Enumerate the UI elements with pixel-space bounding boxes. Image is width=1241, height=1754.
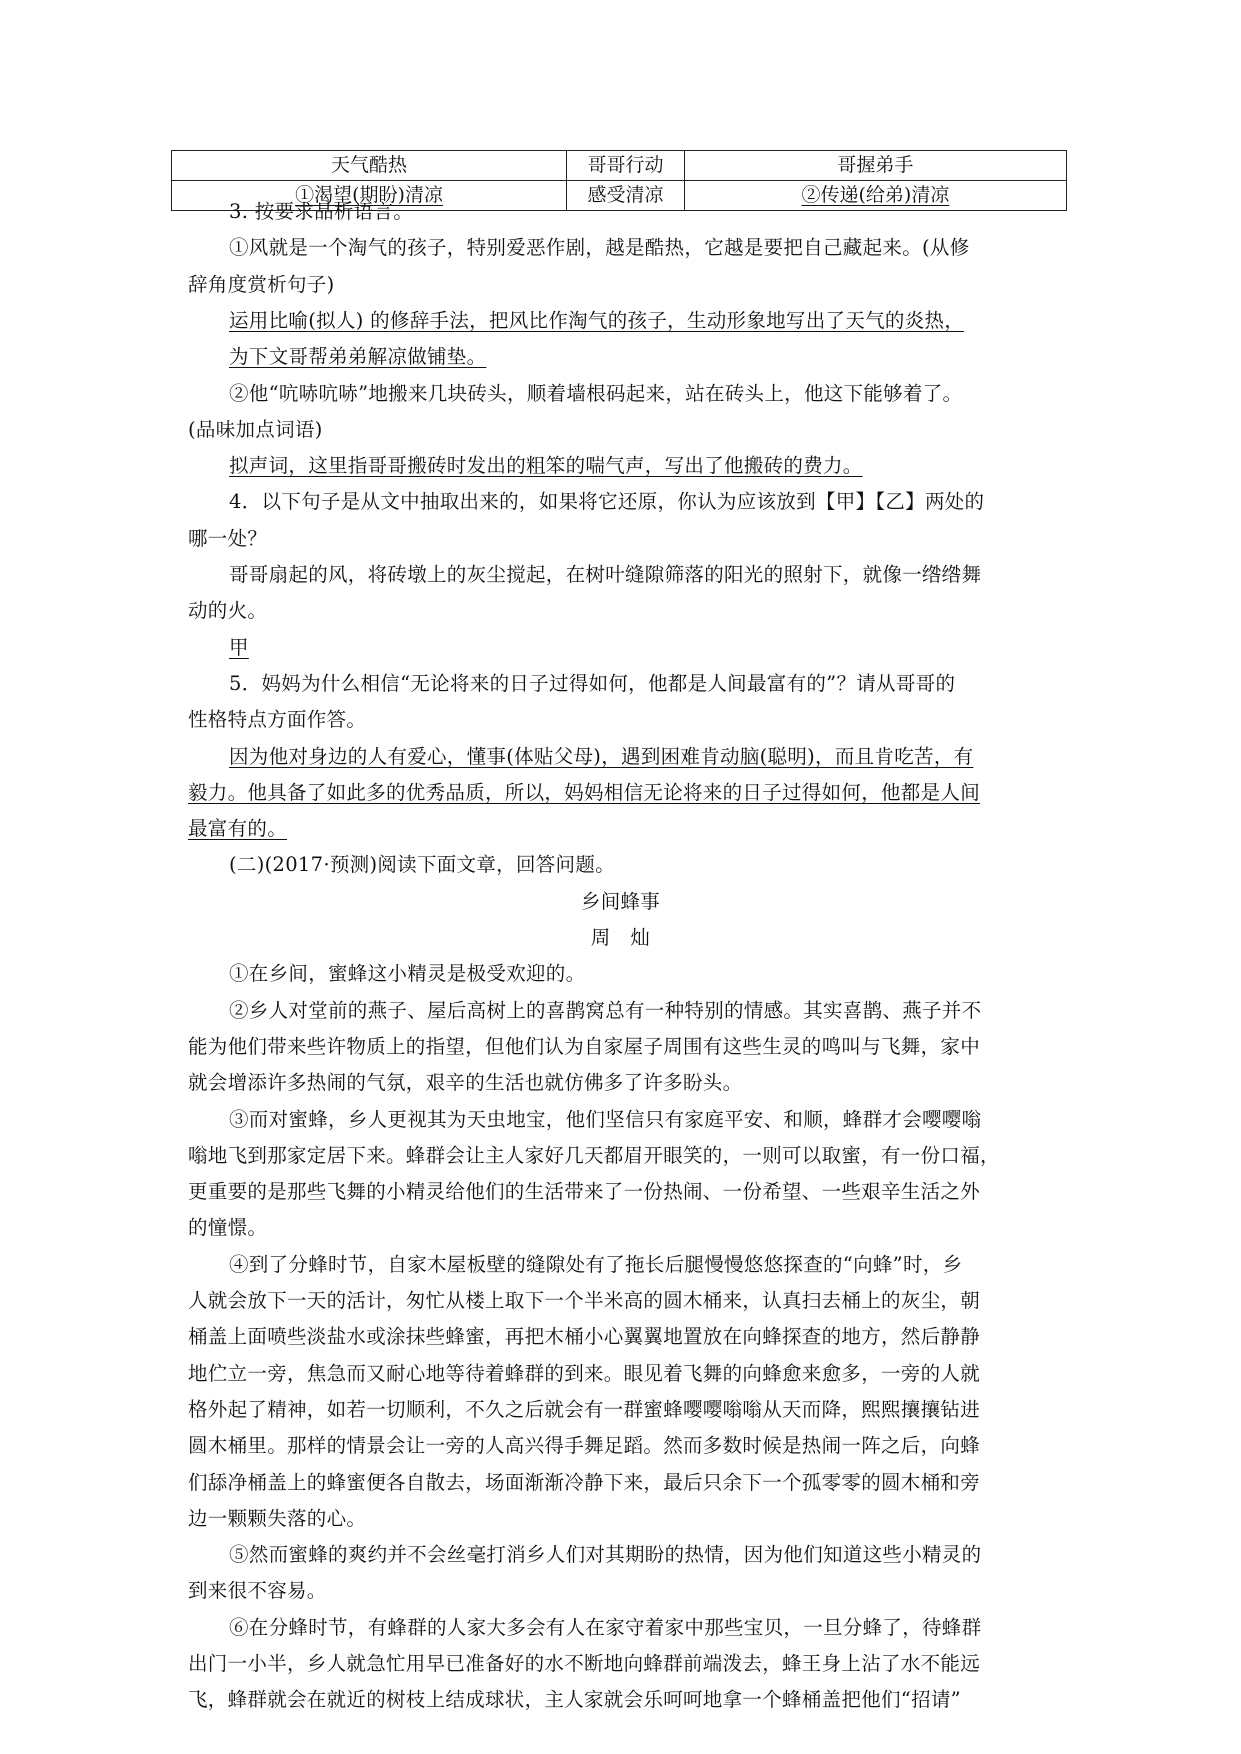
text-line [188, 1069, 1053, 1097]
line-text: 辞角度赏析句子) [188, 272, 335, 296]
line-text: 动的火。 [188, 599, 268, 623]
text-line [229, 488, 1053, 516]
text-line [229, 234, 1053, 262]
line-text: 为下文哥帮弟弟解凉做铺垫。 [229, 345, 487, 369]
table-cell-answer: ②传递(给弟)清凉 [684, 181, 1066, 211]
line-text: 乡间蜂事 [580, 889, 661, 913]
table-cell-answer: ①渴望(期盼)清凉 [172, 181, 567, 211]
line-text: (品味加点词语) [188, 417, 323, 441]
line-text: (二)(2017·预测)阅读下面文章，回答问题。 [229, 853, 615, 877]
table-cell: 哥哥行动 [567, 151, 685, 181]
line-text: 的憧憬。 [188, 1216, 268, 1240]
line-text: 们舔净桶盖上的蜂蜜便各自散去，场面渐渐冷静下来，最后只余下一个孤零零的圆木桶和旁 [188, 1470, 981, 1494]
text-line [229, 561, 1053, 589]
line-text: 哪一处？ [188, 526, 268, 550]
text-line [188, 706, 1053, 734]
text-line [188, 1577, 1053, 1605]
line-text: 地伫立一旁，焦急而又耐心地等待着蜂群的到来。眼见着飞舞的向蜂愈来愈多，一旁的人就 [188, 1361, 981, 1385]
text-line [229, 1614, 1053, 1642]
table-cell: 感受清凉 [567, 181, 685, 211]
line-text: 5．妈妈为什么相信“无论将来的日子过得如何，他都是人间最富有的”？请从哥哥的 [229, 671, 956, 695]
text-line [229, 380, 1053, 408]
text-line [188, 1033, 1053, 1061]
line-text: 周 灿 [590, 926, 651, 949]
line-text: ①在乡间，蜜蜂这小精灵是极受欢迎的。 [229, 962, 586, 986]
line-text: 格外起了精神，如若一切顺利，不久之后就会有一群蜜蜂嘤嘤嗡嗡从天而降，熙熙攘攘钻进 [188, 1397, 981, 1421]
text-line [188, 1214, 1053, 1242]
line-text: 桶盖上面喷些淡盐水或涂抹些蜂蜜，再把木桶小心翼翼地置放在向蜂探查的地方，然后静静 [188, 1325, 981, 1349]
line-text: 毅力。他具备了如此多的优秀品质，所以，妈妈相信无论将来的日子过得如何，他都是人间 [188, 780, 981, 804]
line-text: 3. 按要求品析语言。 [229, 200, 414, 223]
text-line [229, 1541, 1053, 1569]
text-line [188, 1432, 1053, 1460]
text-line [188, 1686, 1053, 1714]
line-text: 圆木桶里。那样的情景会让一旁的人高兴得手舞足蹈。然而多数时候是热闹一阵之后，向蜂 [188, 1434, 981, 1458]
text-line [229, 1251, 1053, 1279]
line-text: 人就会放下一天的活计，匆忙从楼上取下一个半米高的圆木桶来，认真扫去桶上的灰尘，朝 [188, 1289, 981, 1312]
text-line [188, 271, 1053, 299]
line-text: ②他“吭哧吭哧”地搬来几块砖头，顺着墙根码起来，站在砖头上，他这下能够着了。 [229, 381, 963, 405]
line-text: 更重要的是那些飞舞的小精灵给他们的生活带来了一份热闹、一份希望、一些艰辛生活之外 [188, 1180, 981, 1204]
line-text: ①风就是一个淘气的孩子，特别爱恶作剧，越是酷热，它越是要把自己藏起来。(从修 [229, 236, 970, 260]
text-line [188, 1650, 1053, 1678]
line-text: 飞，蜂群就会在就近的树枝上结成球状，主人家就会乐呵呵地拿一个蜂桶盖把他们“招请” [188, 1688, 961, 1712]
table-cell: 天气酷热 [172, 151, 567, 181]
answer-line [188, 815, 1053, 843]
answer-line [229, 307, 1053, 335]
text-line [188, 1396, 1053, 1424]
answer-line [229, 452, 1053, 480]
text-line [188, 1287, 1053, 1315]
text-line [229, 960, 1053, 988]
text-line [188, 1505, 1053, 1533]
line-text: ⑥在分蜂时节，有蜂群的人家大多会有人在家守着家中那些宝贝，一旦分蜂了，待蜂群 [229, 1615, 982, 1639]
line-text: ④到了分蜂时节，自家木屋板壁的缝隙处有了拖长后腿慢慢悠悠探查的“向蜂”时，乡 [229, 1252, 963, 1276]
answer-line [229, 743, 1053, 771]
line-text: 就会增添许多热闹的气氛，艰辛的生活也就仿佛多了许多盼头。 [188, 1071, 743, 1095]
line-text: 最富有的。 [188, 817, 288, 841]
line-text: 4．以下句子是从文中抽取出来的，如果将它还原，你认为应该放到【甲】【乙】两处的 [229, 490, 985, 514]
text-line [229, 670, 1053, 698]
table-cell: 哥握弟手 [684, 151, 1066, 181]
text-line [188, 1142, 1053, 1170]
text-line [229, 198, 1053, 226]
text-line [188, 1323, 1053, 1351]
line-text: ⑤然而蜜蜂的爽约并不会丝毫打消乡人们对其期盼的热情，因为他们知道这些小精灵的 [229, 1543, 982, 1567]
line-text: 哥哥扇起的风，将砖墩上的灰尘搅起，在树叶缝隙筛落的阳光的照射下，就像一绺绺舞 [229, 563, 982, 586]
text-line [188, 525, 1053, 553]
article-heading [0, 888, 1241, 916]
line-text: 拟声词，这里指哥哥搬砖时发出的粗笨的喘气声，写出了他搬砖的费力。 [229, 454, 863, 478]
text-line [229, 851, 1053, 879]
line-text: 性格特点方面作答。 [188, 708, 367, 732]
text-line [188, 1178, 1053, 1206]
text-line [188, 1469, 1053, 1497]
line-text: 到来很不容易。 [188, 1579, 327, 1603]
article-heading [0, 924, 1241, 952]
line-text: 嗡地飞到那家定居下来。蜂群会让主人家好几天都眉开眼笑的，一则可以取蜜，有一份口福， [188, 1143, 1000, 1167]
text-line [188, 416, 1053, 444]
text-line [229, 1106, 1053, 1134]
table-row [172, 151, 1067, 181]
answer-line [188, 779, 1053, 807]
answer-line [229, 343, 1053, 371]
line-text: ②乡人对堂前的燕子、屋后高树上的喜鹊窝总有一种特别的情感。其实喜鹊、燕子并不 [229, 998, 982, 1022]
answer-line [229, 634, 1053, 662]
line-text: ③而对蜜蜂，乡人更视其为天虫地宝，他们坚信只有家庭平安、和顺，蜂群才会嘤嘤嗡 [229, 1107, 982, 1131]
line-text: 边一颗颗失落的心。 [188, 1506, 367, 1530]
text-line [229, 997, 1053, 1025]
line-text: 甲 [229, 635, 249, 659]
line-text: 运用比喻(拟人) 的修辞手法，把风比作淘气的孩子，生动形象地写出了天气的炎热， [229, 308, 965, 332]
line-text: 因为他对身边的人有爱心，懂事(体贴父母)，遇到困难肯动脑(聪明)，而且肯吃苦，有 [229, 744, 974, 768]
text-line [188, 597, 1053, 625]
text-line [188, 1360, 1053, 1388]
line-text: 出门一小半，乡人就急忙用早已准备好的水不断地向蜂群前端泼去，蜂王身上沾了水不能远 [188, 1652, 981, 1675]
line-text: 能为他们带来些许物质上的指望，但他们认为自家屋子周围有这些生灵的鸣叫与飞舞，家中 [188, 1034, 981, 1058]
